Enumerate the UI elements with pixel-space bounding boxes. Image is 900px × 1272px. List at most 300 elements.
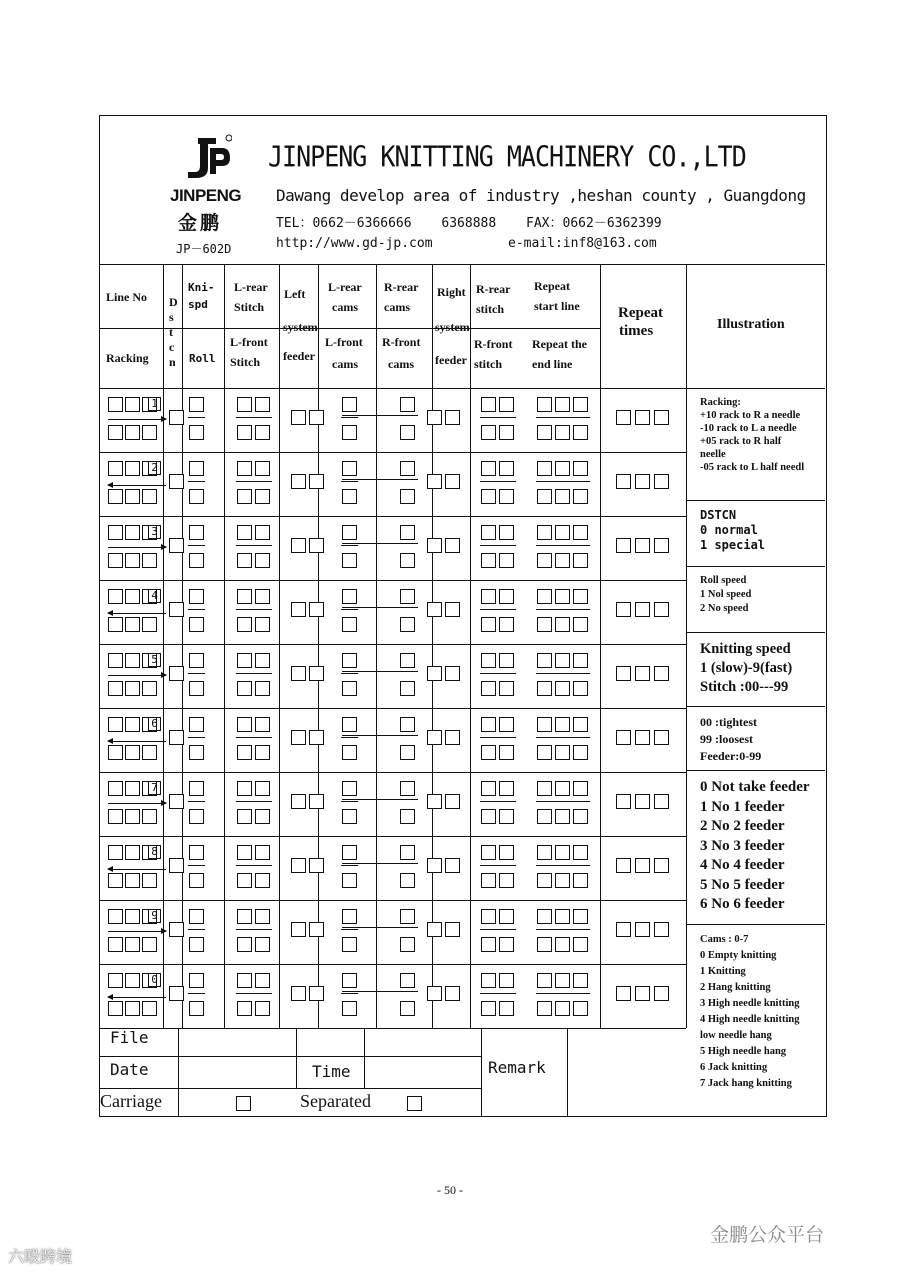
input-box[interactable]: [189, 937, 204, 952]
input-box[interactable]: [169, 666, 184, 681]
input-box[interactable]: [342, 589, 357, 604]
input-box[interactable]: [309, 922, 324, 937]
input-box[interactable]: [537, 589, 552, 604]
input-box[interactable]: [125, 589, 140, 604]
input-box[interactable]: [400, 717, 415, 732]
input-box[interactable]: [291, 538, 306, 553]
input-box[interactable]: [255, 425, 270, 440]
input-box[interactable]: [499, 745, 514, 760]
input-box[interactable]: [342, 461, 357, 476]
input-box[interactable]: [169, 602, 184, 617]
input-box[interactable]: [125, 681, 140, 696]
input-box[interactable]: [499, 489, 514, 504]
input-box[interactable]: [427, 986, 442, 1001]
input-box[interactable]: [125, 717, 140, 732]
input-box[interactable]: [573, 717, 588, 732]
input-box[interactable]: [237, 461, 252, 476]
input-box[interactable]: [537, 937, 552, 952]
input-box[interactable]: [255, 461, 270, 476]
input-box[interactable]: [108, 809, 123, 824]
input-box[interactable]: [481, 681, 496, 696]
input-box[interactable]: [342, 973, 357, 988]
input-box[interactable]: [400, 653, 415, 668]
input-box[interactable]: [125, 397, 140, 412]
input-box[interactable]: [189, 973, 204, 988]
input-box[interactable]: [555, 617, 570, 632]
input-box[interactable]: [189, 809, 204, 824]
input-box[interactable]: [537, 397, 552, 412]
input-box[interactable]: [309, 602, 324, 617]
input-box[interactable]: [573, 397, 588, 412]
input-box[interactable]: [125, 937, 140, 952]
input-box[interactable]: [499, 1001, 514, 1016]
carriage-checkbox[interactable]: [236, 1096, 251, 1111]
input-box[interactable]: [445, 474, 460, 489]
input-box[interactable]: [255, 873, 270, 888]
input-box[interactable]: [481, 617, 496, 632]
input-box[interactable]: [573, 553, 588, 568]
input-box[interactable]: [537, 745, 552, 760]
input-box[interactable]: [400, 873, 415, 888]
input-box[interactable]: [189, 617, 204, 632]
input-box[interactable]: [125, 809, 140, 824]
input-box[interactable]: [499, 717, 514, 732]
input-box[interactable]: [342, 489, 357, 504]
input-box[interactable]: [555, 653, 570, 668]
input-box[interactable]: [142, 809, 157, 824]
input-box[interactable]: [237, 717, 252, 732]
input-box[interactable]: [537, 525, 552, 540]
input-box[interactable]: [108, 745, 123, 760]
input-box[interactable]: [309, 666, 324, 681]
input-box[interactable]: [537, 681, 552, 696]
input-box[interactable]: [108, 653, 123, 668]
input-box[interactable]: [481, 937, 496, 952]
input-box[interactable]: [555, 937, 570, 952]
input-box[interactable]: [169, 538, 184, 553]
input-box[interactable]: [445, 922, 460, 937]
input-box[interactable]: [537, 781, 552, 796]
input-box[interactable]: [169, 986, 184, 1001]
input-box[interactable]: [481, 553, 496, 568]
input-box[interactable]: [125, 425, 140, 440]
input-box[interactable]: [537, 973, 552, 988]
input-box[interactable]: [481, 781, 496, 796]
input-box[interactable]: [555, 681, 570, 696]
input-box[interactable]: [237, 781, 252, 796]
input-box[interactable]: [555, 397, 570, 412]
input-box[interactable]: [481, 745, 496, 760]
input-box[interactable]: [555, 425, 570, 440]
input-box[interactable]: [142, 745, 157, 760]
input-box[interactable]: [108, 937, 123, 952]
input-box[interactable]: [481, 873, 496, 888]
input-box[interactable]: [481, 653, 496, 668]
input-box[interactable]: [635, 474, 650, 489]
input-box[interactable]: [445, 794, 460, 809]
input-box[interactable]: [400, 809, 415, 824]
input-box[interactable]: [342, 845, 357, 860]
input-box[interactable]: [400, 1001, 415, 1016]
input-box[interactable]: [125, 525, 140, 540]
input-box[interactable]: [481, 425, 496, 440]
input-box[interactable]: [255, 589, 270, 604]
input-box[interactable]: [255, 1001, 270, 1016]
input-box[interactable]: [108, 973, 123, 988]
input-box[interactable]: [291, 474, 306, 489]
input-box[interactable]: [445, 986, 460, 1001]
input-box[interactable]: [555, 873, 570, 888]
input-box[interactable]: [255, 525, 270, 540]
input-box[interactable]: [654, 410, 669, 425]
input-box[interactable]: [635, 922, 650, 937]
input-box[interactable]: [616, 474, 631, 489]
input-box[interactable]: [169, 794, 184, 809]
input-box[interactable]: [499, 873, 514, 888]
input-box[interactable]: [189, 525, 204, 540]
input-box[interactable]: [342, 525, 357, 540]
input-box[interactable]: [481, 845, 496, 860]
input-box[interactable]: [237, 589, 252, 604]
input-box[interactable]: [555, 525, 570, 540]
input-box[interactable]: [573, 845, 588, 860]
input-box[interactable]: [142, 425, 157, 440]
input-box[interactable]: [125, 553, 140, 568]
input-box[interactable]: [616, 730, 631, 745]
input-box[interactable]: [342, 745, 357, 760]
input-box[interactable]: [445, 730, 460, 745]
input-box[interactable]: [142, 873, 157, 888]
input-box[interactable]: [291, 794, 306, 809]
input-box[interactable]: [255, 617, 270, 632]
input-box[interactable]: [481, 909, 496, 924]
input-box[interactable]: [255, 781, 270, 796]
input-box[interactable]: [427, 794, 442, 809]
input-box[interactable]: [654, 922, 669, 937]
input-box[interactable]: [573, 617, 588, 632]
input-box[interactable]: [481, 589, 496, 604]
input-box[interactable]: [125, 1001, 140, 1016]
input-box[interactable]: [400, 745, 415, 760]
input-box[interactable]: [342, 653, 357, 668]
input-box[interactable]: [189, 873, 204, 888]
input-box[interactable]: [537, 909, 552, 924]
input-box[interactable]: [499, 425, 514, 440]
input-box[interactable]: [400, 617, 415, 632]
input-box[interactable]: [499, 937, 514, 952]
input-box[interactable]: [237, 397, 252, 412]
input-box[interactable]: [255, 745, 270, 760]
input-box[interactable]: [427, 538, 442, 553]
input-box[interactable]: [108, 717, 123, 732]
input-box[interactable]: [555, 745, 570, 760]
input-box[interactable]: [342, 425, 357, 440]
input-box[interactable]: [189, 745, 204, 760]
input-box[interactable]: [537, 717, 552, 732]
input-box[interactable]: [481, 1001, 496, 1016]
input-box[interactable]: [255, 845, 270, 860]
input-box[interactable]: [573, 973, 588, 988]
input-box[interactable]: [169, 858, 184, 873]
input-box[interactable]: [142, 1001, 157, 1016]
input-box[interactable]: [635, 794, 650, 809]
input-box[interactable]: [481, 973, 496, 988]
input-box[interactable]: [400, 425, 415, 440]
input-box[interactable]: [237, 745, 252, 760]
input-box[interactable]: [573, 589, 588, 604]
input-box[interactable]: [537, 653, 552, 668]
input-box[interactable]: [108, 617, 123, 632]
input-box[interactable]: [537, 873, 552, 888]
input-box[interactable]: [555, 717, 570, 732]
input-box[interactable]: [142, 553, 157, 568]
input-box[interactable]: [125, 489, 140, 504]
input-box[interactable]: [573, 781, 588, 796]
input-box[interactable]: [237, 973, 252, 988]
input-box[interactable]: [499, 589, 514, 604]
input-box[interactable]: [499, 781, 514, 796]
input-box[interactable]: [400, 937, 415, 952]
input-box[interactable]: [342, 397, 357, 412]
input-box[interactable]: [400, 909, 415, 924]
input-box[interactable]: [255, 909, 270, 924]
input-box[interactable]: [108, 425, 123, 440]
input-box[interactable]: [555, 845, 570, 860]
input-box[interactable]: [108, 681, 123, 696]
input-box[interactable]: [237, 873, 252, 888]
input-box[interactable]: [125, 745, 140, 760]
input-box[interactable]: [255, 717, 270, 732]
input-box[interactable]: [427, 602, 442, 617]
input-box[interactable]: [255, 973, 270, 988]
input-box[interactable]: [108, 909, 123, 924]
input-box[interactable]: [573, 681, 588, 696]
input-box[interactable]: [654, 666, 669, 681]
input-box[interactable]: [255, 489, 270, 504]
input-box[interactable]: [537, 553, 552, 568]
input-box[interactable]: [255, 397, 270, 412]
input-box[interactable]: [537, 809, 552, 824]
input-box[interactable]: [309, 858, 324, 873]
input-box[interactable]: [555, 1001, 570, 1016]
input-box[interactable]: [108, 397, 123, 412]
input-box[interactable]: [291, 922, 306, 937]
input-box[interactable]: [255, 653, 270, 668]
input-box[interactable]: [573, 937, 588, 952]
input-box[interactable]: [537, 845, 552, 860]
input-box[interactable]: [635, 666, 650, 681]
input-box[interactable]: [237, 425, 252, 440]
input-box[interactable]: [573, 809, 588, 824]
input-box[interactable]: [255, 553, 270, 568]
input-box[interactable]: [537, 489, 552, 504]
input-box[interactable]: [499, 397, 514, 412]
input-box[interactable]: [237, 845, 252, 860]
input-box[interactable]: [555, 781, 570, 796]
input-box[interactable]: [169, 922, 184, 937]
input-box[interactable]: [555, 973, 570, 988]
input-box[interactable]: [342, 553, 357, 568]
input-box[interactable]: [237, 653, 252, 668]
input-box[interactable]: [237, 489, 252, 504]
input-box[interactable]: [555, 489, 570, 504]
input-box[interactable]: [342, 781, 357, 796]
input-box[interactable]: [427, 410, 442, 425]
input-box[interactable]: [291, 666, 306, 681]
input-box[interactable]: [537, 461, 552, 476]
input-box[interactable]: [499, 909, 514, 924]
input-box[interactable]: [499, 809, 514, 824]
input-box[interactable]: [237, 681, 252, 696]
input-box[interactable]: [291, 730, 306, 745]
input-box[interactable]: [189, 653, 204, 668]
input-box[interactable]: [635, 602, 650, 617]
input-box[interactable]: [555, 589, 570, 604]
input-box[interactable]: [142, 681, 157, 696]
input-box[interactable]: [635, 986, 650, 1001]
input-box[interactable]: [169, 410, 184, 425]
input-box[interactable]: [481, 489, 496, 504]
input-box[interactable]: [255, 809, 270, 824]
input-box[interactable]: [427, 474, 442, 489]
input-box[interactable]: [616, 794, 631, 809]
input-box[interactable]: [481, 717, 496, 732]
input-box[interactable]: [342, 873, 357, 888]
input-box[interactable]: [169, 474, 184, 489]
input-box[interactable]: [400, 553, 415, 568]
input-box[interactable]: [189, 781, 204, 796]
input-box[interactable]: [142, 489, 157, 504]
input-box[interactable]: [481, 397, 496, 412]
input-box[interactable]: [400, 845, 415, 860]
input-box[interactable]: [237, 937, 252, 952]
input-box[interactable]: [537, 425, 552, 440]
input-box[interactable]: [189, 909, 204, 924]
input-box[interactable]: [309, 474, 324, 489]
input-box[interactable]: [573, 745, 588, 760]
input-box[interactable]: [342, 909, 357, 924]
input-box[interactable]: [108, 845, 123, 860]
input-box[interactable]: [291, 858, 306, 873]
input-box[interactable]: [654, 602, 669, 617]
input-box[interactable]: [237, 553, 252, 568]
input-box[interactable]: [499, 845, 514, 860]
input-box[interactable]: [237, 525, 252, 540]
input-box[interactable]: [654, 730, 669, 745]
input-box[interactable]: [654, 538, 669, 553]
input-box[interactable]: [125, 617, 140, 632]
input-box[interactable]: [445, 666, 460, 681]
input-box[interactable]: [108, 1001, 123, 1016]
input-box[interactable]: [342, 717, 357, 732]
input-box[interactable]: [108, 525, 123, 540]
input-box[interactable]: [309, 794, 324, 809]
input-box[interactable]: [445, 410, 460, 425]
input-box[interactable]: [342, 617, 357, 632]
input-box[interactable]: [654, 474, 669, 489]
input-box[interactable]: [189, 1001, 204, 1016]
input-box[interactable]: [125, 909, 140, 924]
input-box[interactable]: [654, 986, 669, 1001]
input-box[interactable]: [108, 461, 123, 476]
input-box[interactable]: [342, 681, 357, 696]
input-box[interactable]: [189, 553, 204, 568]
input-box[interactable]: [125, 781, 140, 796]
input-box[interactable]: [616, 858, 631, 873]
input-box[interactable]: [445, 858, 460, 873]
input-box[interactable]: [481, 461, 496, 476]
input-box[interactable]: [616, 538, 631, 553]
input-box[interactable]: [427, 666, 442, 681]
input-box[interactable]: [291, 410, 306, 425]
input-box[interactable]: [142, 617, 157, 632]
input-box[interactable]: [125, 873, 140, 888]
input-box[interactable]: [635, 410, 650, 425]
input-box[interactable]: [125, 461, 140, 476]
input-box[interactable]: [237, 1001, 252, 1016]
input-box[interactable]: [499, 553, 514, 568]
separated-checkbox[interactable]: [407, 1096, 422, 1111]
input-box[interactable]: [499, 461, 514, 476]
input-box[interactable]: [635, 858, 650, 873]
input-box[interactable]: [342, 809, 357, 824]
input-box[interactable]: [616, 666, 631, 681]
input-box[interactable]: [189, 717, 204, 732]
input-box[interactable]: [573, 425, 588, 440]
input-box[interactable]: [400, 781, 415, 796]
input-box[interactable]: [400, 397, 415, 412]
input-box[interactable]: [616, 986, 631, 1001]
input-box[interactable]: [169, 730, 184, 745]
input-box[interactable]: [108, 489, 123, 504]
input-box[interactable]: [189, 681, 204, 696]
input-box[interactable]: [189, 589, 204, 604]
input-box[interactable]: [573, 653, 588, 668]
input-box[interactable]: [427, 922, 442, 937]
input-box[interactable]: [125, 973, 140, 988]
input-box[interactable]: [616, 922, 631, 937]
input-box[interactable]: [573, 1001, 588, 1016]
input-box[interactable]: [189, 397, 204, 412]
input-box[interactable]: [309, 538, 324, 553]
input-box[interactable]: [255, 937, 270, 952]
input-box[interactable]: [291, 986, 306, 1001]
input-box[interactable]: [427, 858, 442, 873]
input-box[interactable]: [108, 553, 123, 568]
input-box[interactable]: [555, 909, 570, 924]
input-box[interactable]: [189, 461, 204, 476]
input-box[interactable]: [125, 653, 140, 668]
input-box[interactable]: [654, 858, 669, 873]
input-box[interactable]: [573, 873, 588, 888]
input-box[interactable]: [189, 489, 204, 504]
input-box[interactable]: [108, 589, 123, 604]
input-box[interactable]: [400, 973, 415, 988]
input-box[interactable]: [635, 538, 650, 553]
input-box[interactable]: [445, 538, 460, 553]
input-box[interactable]: [400, 589, 415, 604]
input-box[interactable]: [237, 909, 252, 924]
input-box[interactable]: [427, 730, 442, 745]
input-box[interactable]: [237, 809, 252, 824]
input-box[interactable]: [309, 410, 324, 425]
input-box[interactable]: [499, 653, 514, 668]
input-box[interactable]: [573, 489, 588, 504]
input-box[interactable]: [342, 937, 357, 952]
input-box[interactable]: [400, 489, 415, 504]
input-box[interactable]: [445, 602, 460, 617]
input-box[interactable]: [654, 794, 669, 809]
